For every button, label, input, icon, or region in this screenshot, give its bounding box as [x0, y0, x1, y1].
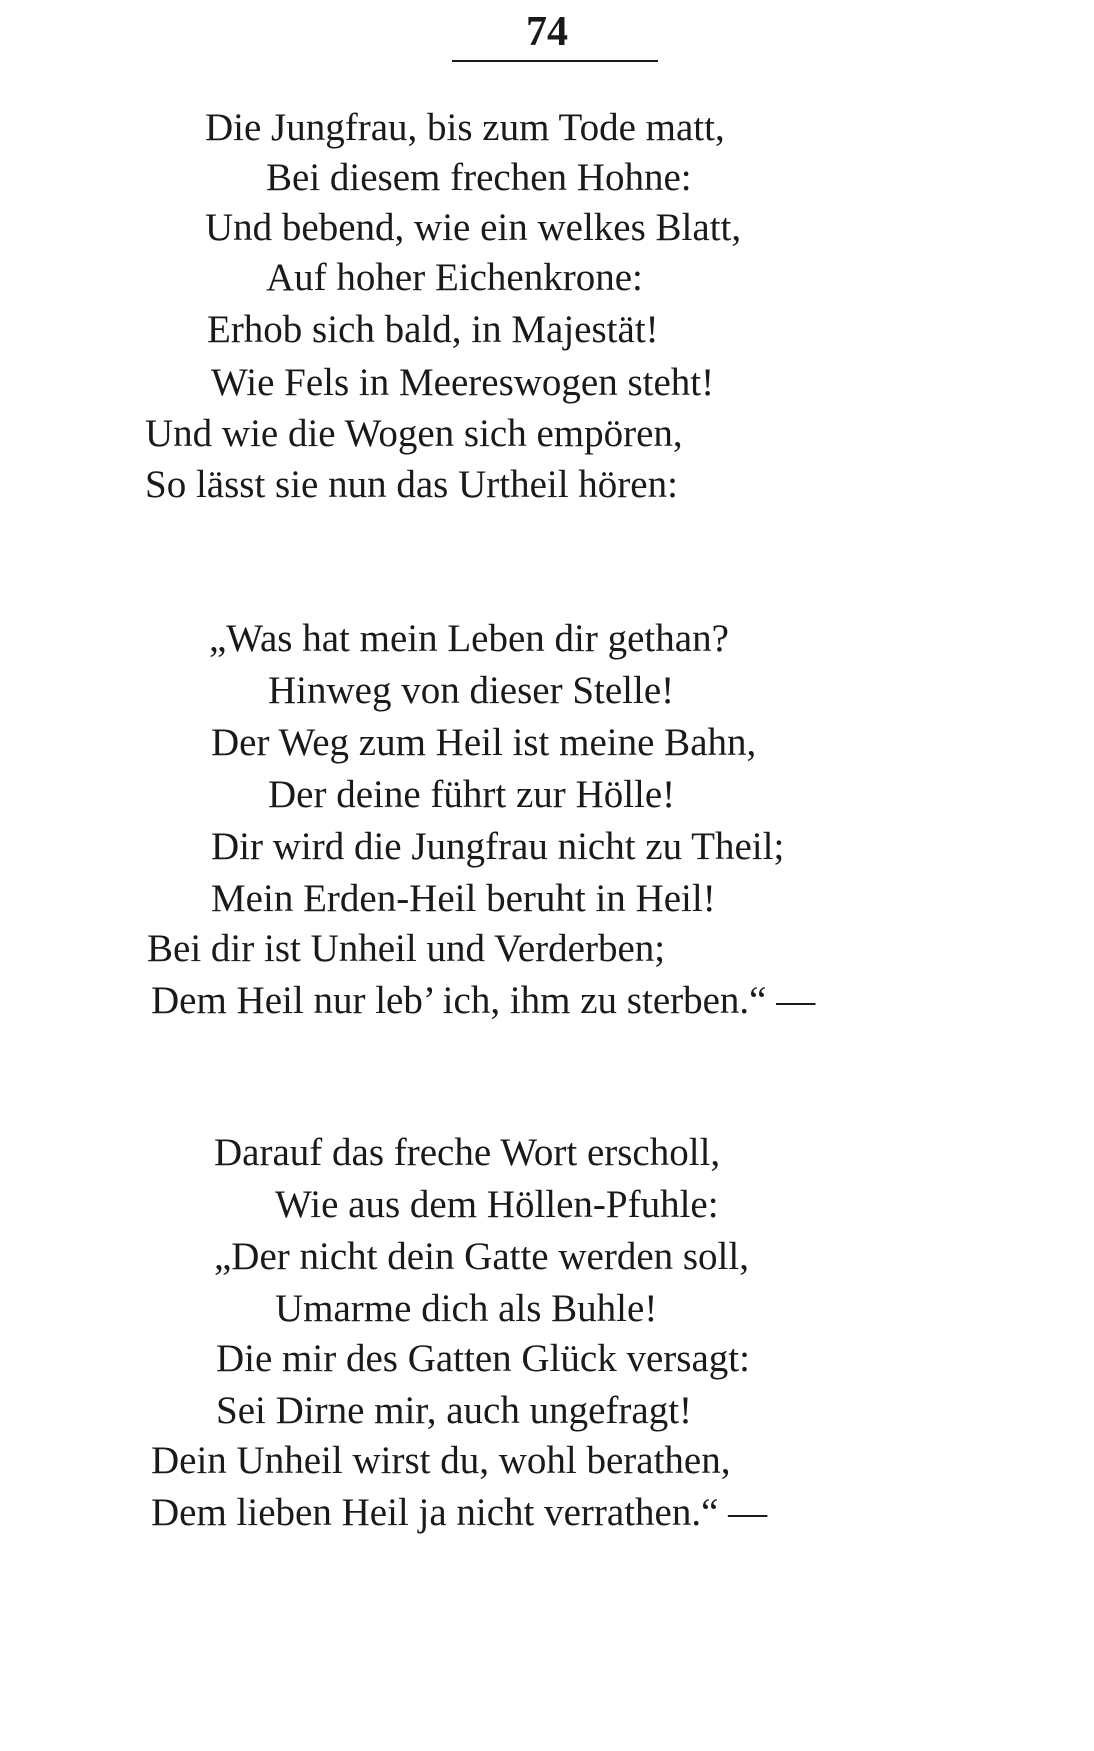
verse-line: „Der nicht dein Gatte werden soll, [214, 1235, 749, 1278]
verse-line: Die mir des Gatten Glück versagt: [216, 1337, 750, 1380]
verse-line: So lässt sie nun das Urtheil hören: [145, 463, 678, 506]
verse-line: Dir wird die Jungfrau nicht zu Theil; [211, 825, 785, 868]
verse-line: Die Jungfrau, bis zum Tode matt, [205, 106, 725, 149]
verse-line: Darauf das freche Wort erscholl, [214, 1131, 721, 1174]
verse-line: Dein Unheil wirst du, wohl berathen, [151, 1439, 731, 1482]
verse-line: Dem Heil nur leb’ ich, ihm zu sterben.“ — [151, 979, 816, 1022]
verse-line: Wie Fels in Meereswogen steht! [211, 361, 715, 404]
verse-line: Umarme dich als Buhle! [275, 1287, 658, 1330]
verse-line: Und bebend, wie ein welkes Blatt, [205, 206, 742, 249]
verse-line: Erhob sich bald, in Majestät! [207, 308, 659, 351]
page-number: 74 [526, 9, 568, 55]
verse-line: Bei dir ist Unheil und Verderben; [147, 927, 666, 970]
verse-line: Dem lieben Heil ja nicht verrathen.“ — [151, 1491, 768, 1534]
verse-line: Der deine führt zur Hölle! [268, 773, 676, 816]
header-rule [452, 60, 658, 62]
verse-line: Hinweg von dieser Stelle! [268, 669, 675, 712]
verse-line: Auf hoher Eichenkrone: [266, 256, 643, 299]
verse-line: Der Weg zum Heil ist meine Bahn, [211, 721, 757, 764]
verse-line: Bei diesem frechen Hohne: [266, 156, 692, 199]
verse-line: Wie aus dem Höllen-Pfuhle: [275, 1183, 719, 1226]
verse-line: Mein Erden-Heil beruht in Heil! [211, 877, 716, 920]
verse-line: Sei Dirne mir, auch ungefragt! [216, 1389, 693, 1432]
verse-line: „Was hat mein Leben dir gethan? [209, 617, 729, 660]
verse-line: Und wie die Wogen sich empören, [145, 412, 683, 455]
